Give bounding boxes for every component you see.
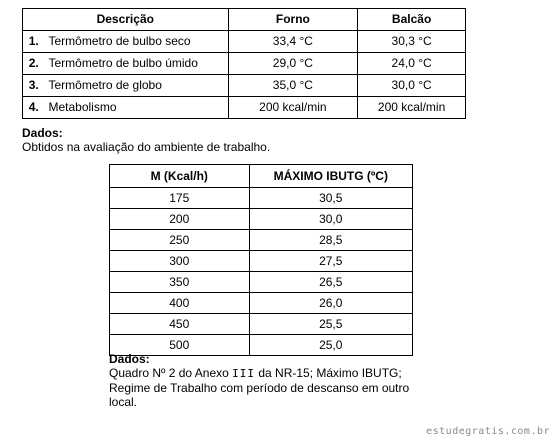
ibutg-row	[110, 293, 413, 314]
measurement-row	[23, 31, 466, 53]
row-description: Metabolismo	[48, 100, 117, 114]
balcao-value: 24,0 °C	[358, 53, 466, 75]
ibutg-value: 26,5	[249, 272, 412, 293]
data-note-2	[109, 352, 413, 409]
ibutg-row	[110, 188, 413, 209]
ibutg-row	[110, 314, 413, 335]
data-note-2-line2: Regime de Trabalho com período de descanso em outro local.	[109, 381, 410, 409]
site-watermark: estudegratis.com.br	[426, 426, 550, 437]
ibutg-row	[110, 251, 413, 272]
m-value: 500	[110, 335, 250, 356]
measurements-header-row	[23, 9, 466, 31]
ibutg-row	[110, 230, 413, 251]
row-number: 3.	[28, 78, 39, 92]
row-number: 1.	[28, 34, 39, 48]
row-description: Termômetro de bulbo seco	[48, 34, 191, 48]
description-cell	[23, 75, 229, 97]
balcao-value: 30,3 °C	[358, 31, 466, 53]
ibutg-value: 30,5	[249, 188, 412, 209]
m-value: 400	[110, 293, 250, 314]
forno-value: 33,4 °C	[228, 31, 358, 53]
data-note-2-label: Dados:	[109, 352, 150, 366]
description-cell	[23, 31, 229, 53]
forno-value: 35,0 °C	[228, 75, 358, 97]
m-value: 300	[110, 251, 250, 272]
row-number: 4.	[28, 100, 39, 114]
measurement-row	[23, 75, 466, 97]
header-balcao: Balcão	[358, 9, 466, 31]
ibutg-value: 30,0	[249, 209, 412, 230]
ibutg-header-row	[110, 165, 413, 188]
row-description: Termômetro de globo	[48, 78, 162, 92]
ibutg-value: 25,0	[249, 335, 412, 356]
m-value: 250	[110, 230, 250, 251]
ibutg-value: 27,5	[249, 251, 412, 272]
row-number: 2.	[28, 56, 39, 70]
ibutg-row	[110, 209, 413, 230]
balcao-value: 30,0 °C	[358, 75, 466, 97]
forno-value: 200 kcal/min	[228, 97, 358, 119]
header-m: M (Kcal/h)	[110, 165, 250, 188]
balcao-value: 200 kcal/min	[358, 97, 466, 119]
ibutg-value: 26,0	[249, 293, 412, 314]
ibutg-value: 25,5	[249, 314, 412, 335]
ibutg-row	[110, 272, 413, 293]
description-cell	[23, 53, 229, 75]
m-value: 450	[110, 314, 250, 335]
forno-value: 29,0 °C	[228, 53, 358, 75]
m-value: 350	[110, 272, 250, 293]
measurements-table	[22, 8, 466, 119]
row-description: Termômetro de bulbo úmido	[48, 56, 198, 70]
header-forno: Forno	[228, 9, 358, 31]
data-note-2-line1: Quadro Nº 2 do Anexo III da NR-15; Máximo IBUTG;	[109, 366, 402, 380]
data-note-1-text: Obtidos na avaliação do ambiente de trabalho.	[22, 140, 271, 154]
m-value: 175	[110, 188, 250, 209]
description-cell	[23, 97, 229, 119]
data-note-1	[22, 126, 270, 154]
measurement-row	[23, 97, 466, 119]
roman-numeral: III	[232, 367, 256, 380]
data-note-1-label: Dados:	[22, 126, 63, 140]
measurement-row	[23, 53, 466, 75]
header-descricao: Descrição	[23, 9, 229, 31]
m-value: 200	[110, 209, 250, 230]
ibutg-value: 28,5	[249, 230, 412, 251]
header-max-ibutg: MÁXIMO IBUTG (ºC)	[249, 165, 412, 188]
ibutg-table	[109, 164, 413, 356]
